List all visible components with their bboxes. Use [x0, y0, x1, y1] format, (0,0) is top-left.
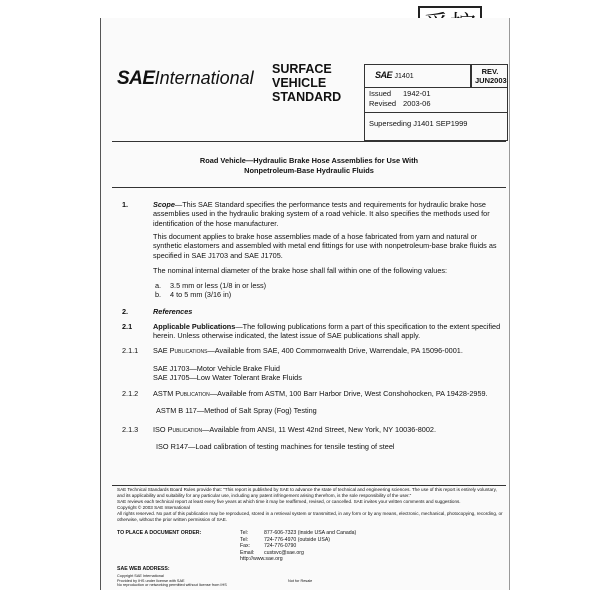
policy-notice: SAE Technical Standards Board Rules provide that: "This report is published by SAE to advance the state of technical and engineering sciences. The use of this report is entirely voluntary, and its applicability and suitability for any particular use, including any patent infringement arising therefrom, is the sole responsibility of the user." — [117, 487, 497, 498]
doc-number: J1401 — [394, 73, 414, 80]
section-2-1-3-number: 2.1.3 — [122, 425, 139, 434]
section-1-number: 1. — [122, 200, 129, 209]
section-2-1-body: —The following publications form a part of this specification to the extent specified herein. Unless otherwise indicated, the latest issue of SAE publications shall apply. — [153, 322, 501, 341]
fine-print-line: No reproduction or networking permitted without license from IHS — [117, 583, 227, 588]
web-url[interactable]: http://www.sae.org — [240, 556, 283, 563]
list-item-text: 4 to 5 mm (3/16 in) — [170, 290, 232, 300]
standard-type-title — [272, 62, 362, 104]
section-2-1-1-text — [153, 346, 501, 355]
section-1-text: —This SAE Standard specifies the performance tests and requirements for hydraulic brake hose assemblies used in the hydraulic braking system of a road vehicle. It also specifies the methods used for identification of the hose manufacturer. — [153, 200, 490, 228]
section-2-number: 2. — [122, 307, 129, 316]
section-1-heading: Scope — [153, 200, 175, 209]
sae-publications-list — [153, 364, 483, 383]
fine-print — [117, 574, 227, 588]
document-title-line: Road Vehicle—Hydraulic Brake Hose Assemblies for Use With — [199, 156, 419, 165]
contact-row — [240, 530, 356, 537]
review-notice: SAE reviews each technical report at least every five years at which time it may be reaffirmed, revised, or cancelled. SAE invites your written comments and suggestions. — [117, 499, 461, 504]
iso-publication-item: ISO R147—Load calibration of testing machines for tensile testing of steel — [156, 442, 395, 451]
section-2-heading: References — [153, 307, 193, 316]
sae-international-logo — [117, 68, 267, 94]
copyright-notice: Copyright © 2003 SAE International — [117, 505, 190, 510]
diameter-list — [155, 281, 455, 300]
revision-cell — [470, 64, 508, 88]
contact-value: 877-606-7323 (inside USA and Canada) — [264, 530, 357, 536]
web-address-label: SAE WEB ADDRESS: — [117, 566, 170, 572]
contact-label: Fax: — [240, 543, 251, 550]
issued-label: Issued — [369, 89, 392, 98]
contact-row — [240, 550, 356, 557]
doc-number-prefix: SAE — [375, 70, 393, 80]
contact-value: 724-776-0790 — [264, 543, 297, 550]
contact-label: Tel: — [240, 536, 249, 543]
section-1-scope — [153, 200, 501, 228]
list-item-label: b. — [155, 290, 162, 300]
order-label: TO PLACE A DOCUMENT ORDER: — [117, 530, 202, 536]
footer-divider — [112, 485, 506, 486]
logo-sae-mark: SAE — [117, 68, 155, 89]
title-line: VEHICLE — [272, 76, 327, 90]
section-2-1-1-heading: SAE Publications — [153, 346, 208, 355]
not-for-resale: Not for Resale — [288, 579, 313, 583]
section-2-1-2-body: —Available from ASTM, 100 Barr Harbor Drive, West Conshohocken, PA 19428-2959. — [209, 389, 488, 398]
section-2-1-number: 2.1 — [122, 322, 133, 331]
title-line: STANDARD — [272, 90, 342, 104]
document-title — [112, 156, 506, 176]
contact-row — [240, 537, 356, 544]
publication-item: SAE J1705—Low Water Tolerant Brake Fluids — [153, 373, 302, 383]
rights-notice: All rights reserved. No part of this publication may be reproduced, stored in a retrieval system or transmitted, in any form or by any means, electronic, mechanical, photocopying, recording, or otherwise, without the prior written permission of SAE. — [117, 511, 503, 522]
document-title-line: Nonpetroleum-Base Hydraulic Fluids — [244, 166, 374, 175]
issued-value: 1942-01 — [403, 89, 431, 98]
section-2-1-heading: Applicable Publications — [153, 322, 236, 331]
section-1-paragraph-3: The nominal internal diameter of the brake hose shall fall within one of the following values: — [153, 266, 448, 275]
section-2-1-3-text — [153, 425, 501, 434]
contact-list — [240, 530, 356, 563]
section-2-1-2-text — [153, 389, 503, 398]
fine-print-line: Provided by IHS under license with SAE — [117, 578, 185, 583]
section-2-1-3-body: —Available from ANSI, 11 West 42nd Street, New York, NY 10036-8002. — [202, 425, 437, 434]
contact-row — [240, 543, 356, 550]
section-2-1-1-body: —Available from SAE, 400 Commonwealth Drive, Warrendale, PA 15096-0001. — [207, 346, 463, 355]
rev-label: REV. — [481, 67, 499, 76]
astm-publication-item: ASTM B 117—Method of Salt Spray (Fog) Testing — [156, 406, 317, 415]
publication-item: SAE J1703—Motor Vehicle Brake Fluid — [153, 364, 280, 373]
section-2-1-3-heading: ISO Publication — [153, 425, 203, 434]
list-item-text: 3.5 mm or less (1/8 in or less) — [170, 281, 267, 290]
section-1-paragraph-2: This document applies to brake hose assemblies made of a hose fabricated from yarn and natural or synthetic elastomers and assembled with metal end fittings for use with nonpetroleum-base brake fluids as specified in SAE J1703 and SAE J1705. — [153, 232, 497, 260]
title-line: SURFACE — [272, 62, 332, 76]
dates-cell — [364, 86, 508, 141]
title-divider — [112, 187, 506, 188]
doc-number-cell — [364, 64, 472, 88]
document-info-box — [364, 64, 506, 140]
section-2-1-2-heading: ASTM Publication — [153, 389, 210, 398]
list-item-label: a. — [155, 281, 162, 290]
revised-value: 2003-06 — [403, 98, 431, 108]
contact-label: Tel: — [240, 530, 249, 536]
revised-label: Revised — [369, 98, 397, 108]
section-2-1-text — [153, 322, 501, 341]
header-divider — [112, 141, 506, 142]
contact-label: Email: — [240, 549, 255, 556]
section-2-1-1-number: 2.1.1 — [122, 346, 139, 355]
list-item — [155, 290, 455, 299]
section-2-1-2-number: 2.1.2 — [122, 389, 139, 398]
logo-international-text: International — [154, 68, 254, 88]
contact-value: custsvc@sae.org — [264, 549, 304, 556]
footer-notices — [117, 487, 505, 523]
rev-date: JUN2003 — [475, 76, 507, 85]
contact-value: 724-776-4970 (outside USA) — [264, 536, 331, 543]
fine-print-line: Copyright SAE International — [117, 574, 164, 578]
list-item — [155, 281, 455, 290]
superseding-text: Superseding J1401 SEP1999 — [369, 119, 468, 128]
